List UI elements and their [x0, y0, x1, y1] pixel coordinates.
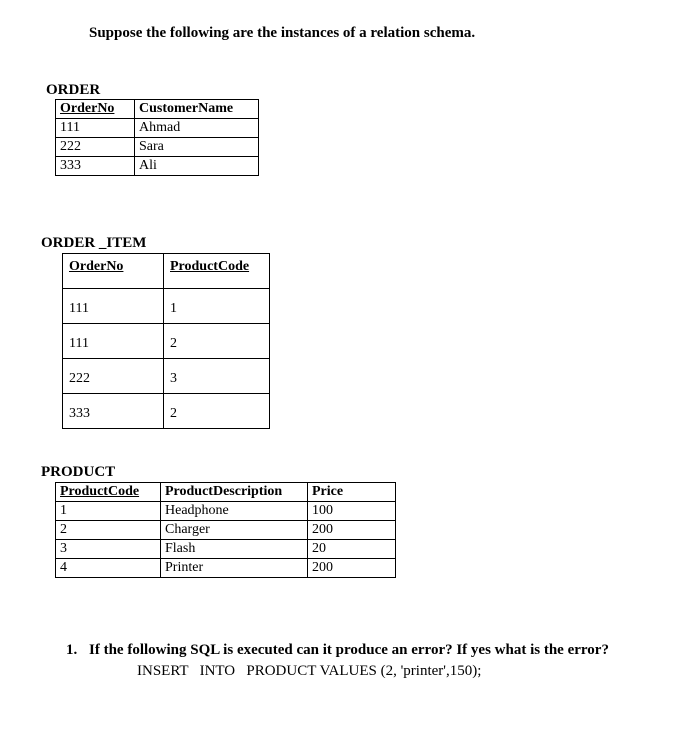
sql-statement: INSERT INTO PRODUCT VALUES (2, 'printer',150); [137, 663, 482, 679]
table-cell: 222 [56, 138, 135, 157]
product-table [55, 482, 396, 578]
question-1 [66, 642, 609, 659]
table-row [63, 324, 270, 359]
table-row [56, 138, 259, 157]
table-cell: 4 [56, 559, 161, 578]
table-row [56, 559, 396, 578]
table-cell: Printer [161, 559, 308, 578]
table-cell: 111 [63, 289, 164, 324]
question-text: If the following SQL is executed can it produce an error? If yes what is the error? [89, 642, 609, 658]
table-cell: 222 [63, 359, 164, 394]
table-header-row [56, 100, 259, 119]
table-header-row [63, 254, 270, 289]
table-row [56, 157, 259, 176]
table-cell: Headphone [161, 502, 308, 521]
order-item-table [62, 253, 270, 429]
table-cell: Ali [135, 157, 259, 176]
table-cell: 3 [164, 359, 270, 394]
table-cell: Ahmad [135, 119, 259, 138]
table-cell: 111 [56, 119, 135, 138]
order-item-table-title: ORDER _ITEM [41, 235, 147, 251]
column-header: Price [308, 483, 396, 502]
table-row [63, 394, 270, 429]
intro-text: Suppose the following are the instances of a relation schema. [89, 25, 476, 41]
table-cell: 333 [63, 394, 164, 429]
order-table [55, 99, 259, 176]
column-header: ProductCode [56, 483, 161, 502]
table-cell: 2 [164, 324, 270, 359]
column-header: ProductDescription [161, 483, 308, 502]
order-table-title: ORDER [46, 82, 101, 98]
table-row [56, 119, 259, 138]
table-cell: 1 [56, 502, 161, 521]
table-cell: Charger [161, 521, 308, 540]
column-header: OrderNo [56, 100, 135, 119]
table-row [56, 540, 396, 559]
question-number: 1. [66, 642, 78, 658]
table-cell: 3 [56, 540, 161, 559]
product-table-title: PRODUCT [41, 464, 116, 480]
table-cell: 111 [63, 324, 164, 359]
table-row [63, 359, 270, 394]
table-header-row [56, 483, 396, 502]
table-row [56, 502, 396, 521]
table-cell: 20 [308, 540, 396, 559]
table-cell: 200 [308, 521, 396, 540]
table-cell: Flash [161, 540, 308, 559]
table-cell: 100 [308, 502, 396, 521]
column-header: ProductCode [164, 254, 270, 289]
column-header: OrderNo [63, 254, 164, 289]
table-cell: 333 [56, 157, 135, 176]
table-cell: 2 [164, 394, 270, 429]
column-header: CustomerName [135, 100, 259, 119]
table-cell: 200 [308, 559, 396, 578]
table-cell: 2 [56, 521, 161, 540]
table-cell: 1 [164, 289, 270, 324]
table-cell: Sara [135, 138, 259, 157]
table-row [56, 521, 396, 540]
table-row [63, 289, 270, 324]
